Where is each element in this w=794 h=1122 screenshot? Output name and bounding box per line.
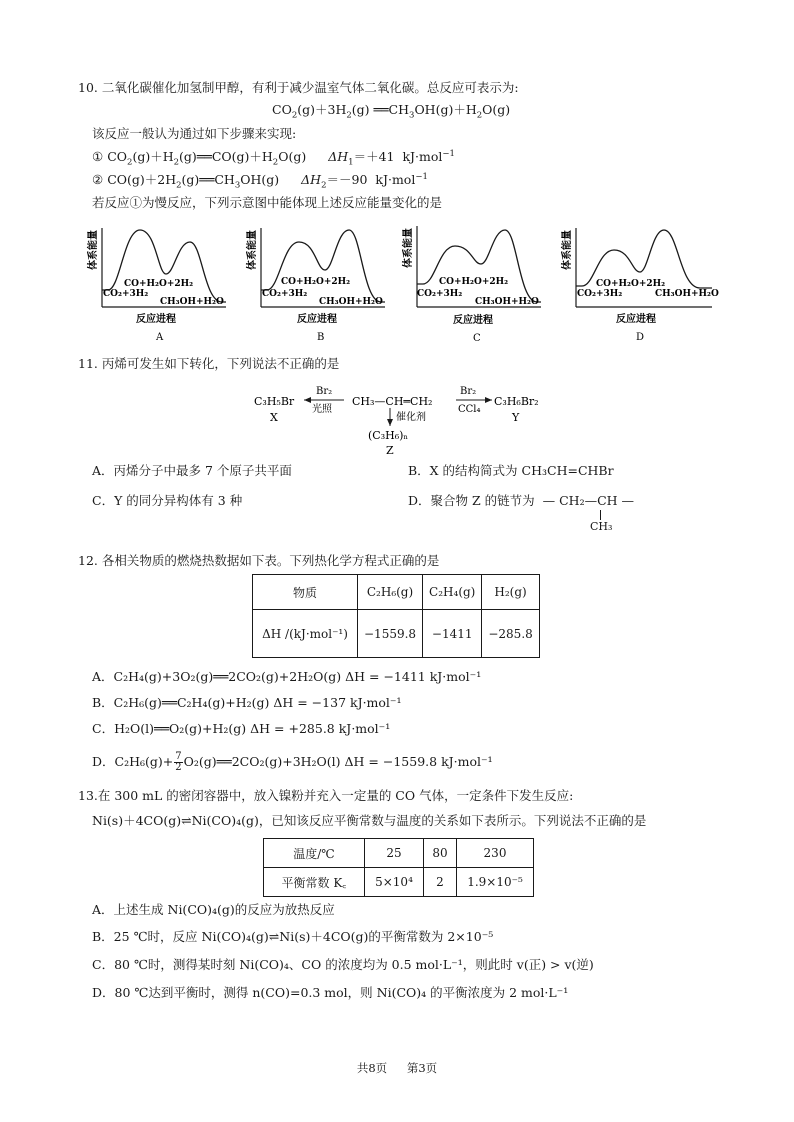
mid-label: CO+H₂O+2H₂ bbox=[596, 279, 666, 289]
table-header: H₂(g) bbox=[482, 575, 539, 610]
combustion-heat-table bbox=[252, 574, 540, 658]
table-cell: 1.9×10⁻⁵ bbox=[457, 868, 534, 897]
start-label: CO₂+3H₂ bbox=[577, 289, 623, 299]
fraction: $\frac{7}{2}$ bbox=[175, 751, 182, 773]
right-reagent: Br₂ bbox=[460, 386, 477, 397]
option-letter: D bbox=[636, 332, 645, 343]
table-header: 230 bbox=[457, 839, 534, 868]
q13-option-a[interactable]: A．上述生成 Ni(CO)₄(g)的反应为放热反应 bbox=[92, 902, 335, 917]
equilibrium-constant-table bbox=[263, 838, 534, 897]
right-solvent: CCl₄ bbox=[458, 404, 481, 415]
option-letter: C bbox=[473, 333, 481, 344]
propene-scheme bbox=[250, 376, 580, 461]
q12-option-d[interactable]: D．C₂H₆(g)+ $\frac{7}{2}$ O₂(g)══2CO₂(g)+3H₂O(l) ΔH = −1559.8 kJ·mol⁻¹ bbox=[92, 751, 493, 773]
z-formula: (C₃H₆)ₙ bbox=[368, 429, 409, 442]
option-letter: A bbox=[156, 332, 164, 343]
q12-option-b[interactable]: B．C₂H₆(g)══C₂H₄(g)+H₂(g) ΔH = −137 kJ·mol⁻¹ bbox=[92, 695, 402, 710]
q13-option-d[interactable]: D．80 ℃达到平衡时，测得 n(CO)=0.3 mol，则 Ni(CO)₄ 的平衡浓度为 2 mol·L⁻¹ bbox=[92, 985, 569, 1000]
energy-diagram-b bbox=[245, 224, 393, 349]
energy-diagram-a bbox=[86, 224, 234, 349]
right-arrow-head bbox=[485, 397, 492, 403]
q13-stem-2: Ni(s)＋4CO(g)⇌Ni(CO)₄(g)，已知该反应平衡常数与温度的关系如下表所示。下列说法不正确的是 bbox=[92, 813, 647, 828]
q10-total-equation: $CO_2(g)+3H_2(g)$ $══CH_3OH(g)+H_2O(g)$ bbox=[272, 102, 511, 121]
table-cell: −285.8 bbox=[482, 610, 539, 658]
table-header: C₂H₆(g) bbox=[358, 575, 423, 610]
z-letter: Z bbox=[386, 444, 394, 457]
table-cell: 2 bbox=[424, 868, 457, 897]
table-header: 温度/℃ bbox=[264, 839, 365, 868]
y-formula: C₃H₆Br₂ bbox=[494, 395, 539, 408]
q10-question: 若反应①为慢反应，下列示意图中能体现上述反应能量变化的是 bbox=[92, 195, 443, 210]
z-branch: CH₃ bbox=[590, 520, 613, 533]
down-arrow-head bbox=[387, 419, 393, 426]
q11-option-a[interactable]: A．丙烯分子中最多 7 个原子共平面 bbox=[92, 463, 292, 478]
table-cell: 5×10⁴ bbox=[365, 868, 424, 897]
table-header: C₂H₄(g) bbox=[423, 575, 482, 610]
x-axis-label: 反应进程 bbox=[453, 315, 493, 326]
table-row-label: 平衡常数 K꜀ bbox=[264, 868, 365, 897]
q13-stem: 13.在 300 mL 的密闭容器中，放入镍粉并充入一定量的 CO 气体，一定条件下发生反应: bbox=[78, 788, 574, 803]
end-label: CH₃OH+H₂O bbox=[319, 297, 383, 307]
z-chain-unit: — CH₂—CH — bbox=[542, 493, 635, 508]
start-label: CO₂+3H₂ bbox=[103, 289, 149, 299]
q10-step2: ② $CO(g)+2H_2(g)══CH_3OH(g)$ $\Delta H_2=-90$ kJ·mol$^{-1}$ bbox=[92, 171, 428, 191]
mid-label: CO+H₂O+2H₂ bbox=[439, 277, 509, 287]
page-footer bbox=[0, 1060, 794, 1076]
q13-option-c[interactable]: C．80 ℃时，测得某时刻 Ni(CO)₄、CO 的浓度均为 0.5 mol·L⁻¹，则此时 v(正) > v(逆) bbox=[92, 957, 594, 972]
table-header: 80 bbox=[424, 839, 457, 868]
q10-stem: 10. 二氧化碳催化加氢制甲醇，有利于减少温室气体二氧化碳。总反应可表示为: bbox=[78, 80, 519, 95]
down-condition: 催化剂 bbox=[396, 412, 426, 423]
y-letter: Y bbox=[512, 411, 520, 424]
q11-option-c[interactable]: C．Y 的同分异构体有 3 种 bbox=[92, 493, 243, 508]
energy-diagram-c bbox=[401, 222, 549, 349]
q11-option-d[interactable]: D．聚合物 Z 的链节为 — CH₂—CH — bbox=[408, 493, 635, 508]
mid-label: CO+H₂O+2H₂ bbox=[281, 277, 351, 287]
q12-option-a[interactable]: A．C₂H₄(g)+3O₂(g)══2CO₂(g)+2H₂O(g) ΔH = −1411 kJ·mol⁻¹ bbox=[92, 669, 482, 684]
y-axis-label: 体系能量 bbox=[562, 230, 573, 270]
q11-option-b[interactable]: B．X 的结构简式为 CH₃CH=CHBr bbox=[408, 463, 614, 478]
left-condition: 光照 bbox=[312, 404, 332, 415]
table-cell: −1559.8 bbox=[358, 610, 423, 658]
table-row-label: ΔH /(kJ·mol⁻¹) bbox=[253, 610, 358, 658]
start-label: CO₂+3H₂ bbox=[262, 289, 308, 299]
propene-formula: CH₃—CH═CH₂ bbox=[352, 395, 433, 408]
option-letter: B bbox=[317, 332, 325, 343]
y-axis-label: 体系能量 bbox=[88, 230, 99, 270]
end-label: CH₃OH+H₂O bbox=[655, 289, 719, 299]
start-label: CO₂+3H₂ bbox=[417, 289, 463, 299]
q12-option-c[interactable]: C．H₂O(l)══O₂(g)+H₂(g) ΔH = +285.8 kJ·mol⁻¹ bbox=[92, 721, 391, 736]
left-reagent: Br₂ bbox=[316, 386, 333, 397]
end-label: CH₃OH+H₂O bbox=[160, 297, 224, 307]
y-axis-label: 体系能量 bbox=[403, 228, 414, 268]
table-cell: −1411 bbox=[423, 610, 482, 658]
q11-stem: 11. 丙烯可发生如下转化，下列说法不正确的是 bbox=[78, 356, 340, 371]
q12-stem: 12. 各相关物质的燃烧热数据如下表。下列热化学方程式正确的是 bbox=[78, 553, 440, 568]
energy-diagram-d bbox=[560, 224, 720, 349]
left-arrow-head bbox=[304, 397, 311, 403]
mid-label: CO+H₂O+2H₂ bbox=[124, 279, 194, 289]
table-header: 25 bbox=[365, 839, 424, 868]
q13-option-b[interactable]: B．25 ℃时，反应 Ni(CO)₄(g)⇌Ni(s)＋4CO(g)的平衡常数为 2×10⁻⁵ bbox=[92, 929, 494, 944]
x-axis-label: 反应进程 bbox=[616, 314, 656, 325]
q10-step1: ① $CO_2(g)+H_2(g)══CO(g)+H_2O(g)$ $\Delta H_1=+41$ kJ·mol$^{-1}$ bbox=[92, 148, 455, 168]
x-formula: C₃H₅Br bbox=[254, 395, 295, 408]
x-axis-label: 反应进程 bbox=[297, 314, 337, 325]
end-label: CH₃OH+H₂O bbox=[475, 297, 539, 307]
x-axis-label: 反应进程 bbox=[136, 314, 176, 325]
q10-intro: 该反应一般认为通过如下步骤来实现: bbox=[92, 126, 297, 141]
y-axis-label: 体系能量 bbox=[247, 230, 258, 270]
current-page: 第3页 bbox=[406, 1061, 438, 1075]
x-letter: X bbox=[270, 411, 278, 424]
table-header: 物质 bbox=[253, 575, 358, 610]
total-pages: 共8页 bbox=[356, 1061, 388, 1075]
